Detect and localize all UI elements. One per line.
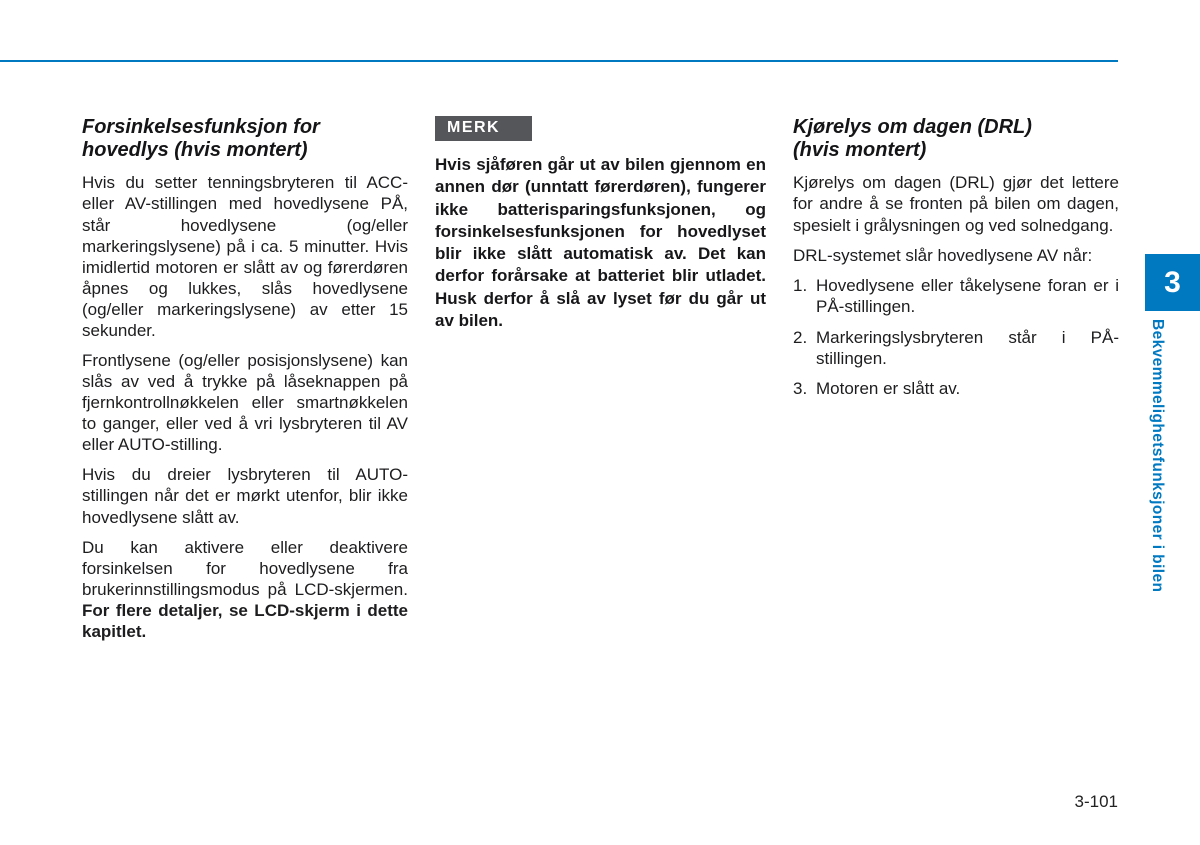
column-drl xyxy=(793,116,1119,651)
page-content xyxy=(82,116,1119,651)
paragraph-drl-2: DRL-systemet slår hovedlysene AV når: xyxy=(793,245,1093,265)
paragraph-delay-4-text: Du kan aktivere eller deaktivere forsinkelsen for hovedlysene fra brukerinnstillingsmodus på LCD-skjermen. xyxy=(82,537,408,599)
drl-condition-list xyxy=(793,275,1119,400)
heading-line: Kjørelys om dagen (DRL) xyxy=(793,116,1032,138)
column-headlight-delay xyxy=(82,116,408,651)
list-item-text: Motoren er slått av. xyxy=(816,379,961,399)
paragraph-delay-3: Hvis du dreier lysbryteren til AUTO-stillingen når det er mørkt utenfor, blir ikke hovedlysene slått av. xyxy=(82,465,408,527)
paragraph-delay-4-bold-ref: For flere detaljer, se LCD-skjerm i dette kapitlet. xyxy=(82,600,408,641)
page-number: 3-101 xyxy=(1074,792,1118,811)
paragraph-drl-1: Kjørelys om dagen (DRL) gjør det lettere for andre å se fronten på bilen om dagen, spesielt i grålysningen og ved solnedgang. xyxy=(793,173,1119,235)
column-notice xyxy=(435,116,766,651)
chapter-title-vertical: Bekvemmelighetsfunksjoner i bilen xyxy=(1149,319,1166,593)
list-item-text: Hovedlysene eller tåkelysene foran er i PÅ-stillingen. xyxy=(816,275,1119,317)
top-divider-rule xyxy=(0,60,1118,62)
section-heading-headlight-delay xyxy=(82,116,408,162)
paragraph-delay-4 xyxy=(82,537,408,642)
list-item-number: 1. xyxy=(793,275,808,295)
list-item xyxy=(793,327,1119,370)
chapter-number-tab: 3 xyxy=(1145,254,1200,311)
list-item-text: Markeringslysbryteren står i PÅ-stillingen. xyxy=(816,327,1119,368)
list-item-number: 3. xyxy=(793,379,808,399)
paragraph-delay-2: Frontlysene (og/eller posisjonslysene) kan slås av ved å trykke på låseknappen på fjernkontrollnøkkelen eller smartnøkkelen to ganger, eller ved å vri lysbryteren til AV eller AUTO-stilling. xyxy=(82,351,408,455)
list-item-number: 2. xyxy=(793,327,808,347)
section-heading-drl xyxy=(793,116,1119,162)
heading-line: hovedlys (hvis montert) xyxy=(82,139,308,162)
paragraph-delay-1: Hvis du setter tenningsbryteren til ACC- eller AV-stillingen med hovedlysene PÅ, står hovedlysene (og/eller markeringslysene) på i ca. 5 minutter. Hvis imidlertid motoren er slått av og førerdøren åpnes og lukkes, slås hovedlysene (og/eller markeringslysene) av etter 15 sekunder. xyxy=(82,173,408,340)
notice-badge: MERK xyxy=(435,116,532,141)
heading-line: Forsinkelsesfunksjon for xyxy=(82,116,320,138)
notice-text: Hvis sjåføren går ut av bilen gjennom en annen dør (unntatt førerdøren), fungerer ikke batterisparingsfunksjonen, og forsinkelsesfunksjonen for hovedlyset blir ikke slått automatisk av. Det kan derfor forårsake at batteriet blir utladet. Husk derfor å slå av lyset før du går ut av bilen. xyxy=(435,155,766,330)
list-item xyxy=(793,275,1119,318)
heading-line: (hvis montert) xyxy=(793,139,927,162)
list-item xyxy=(793,378,1119,399)
